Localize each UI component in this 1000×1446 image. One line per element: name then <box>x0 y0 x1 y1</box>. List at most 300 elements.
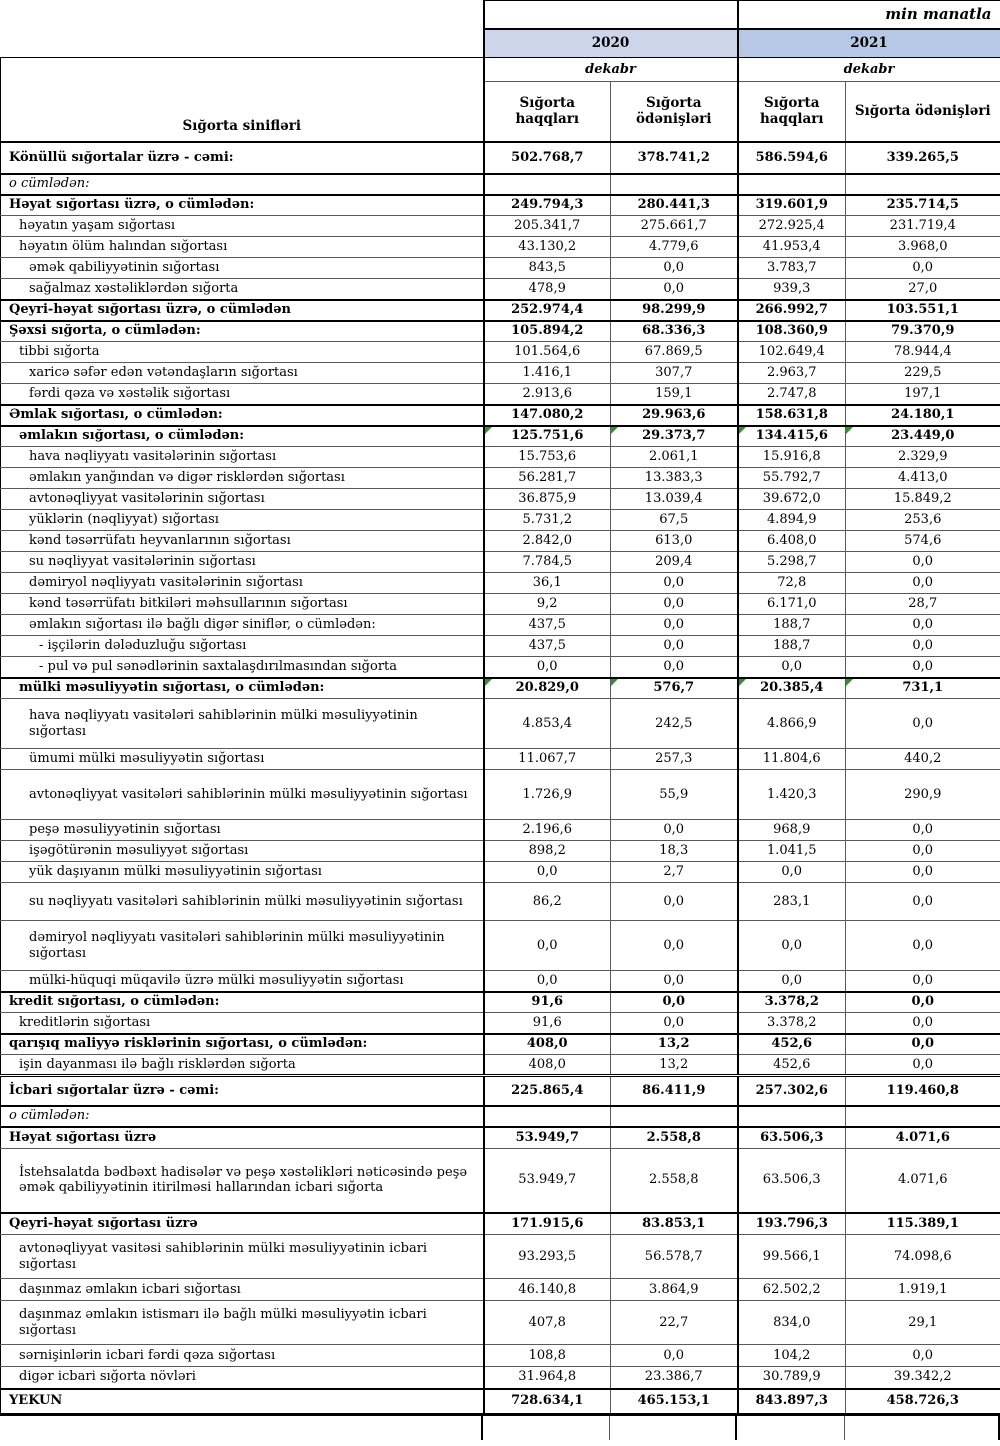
row-label-cell[interactable]: Könüllü sığortalar üzrə - cəmi: <box>1 142 484 174</box>
value-cell[interactable]: 0,0 <box>846 258 1000 279</box>
value-cell[interactable]: 29.963,6 <box>611 405 738 426</box>
value-cell[interactable]: 257,3 <box>611 749 738 770</box>
value-cell[interactable]: 378.741,2 <box>611 142 738 174</box>
value-cell[interactable]: 2,7 <box>611 862 738 883</box>
table-row <box>1 237 1000 258</box>
value-cell[interactable]: 0,0 <box>846 573 1000 594</box>
value-cell[interactable]: 11.067,7 <box>484 749 611 770</box>
table-row <box>1 678 1000 699</box>
row-label-cell[interactable]: dəmiryol nəqliyyatı vasitələri sahiblərinin mülki məsuliyyətinin sığortası <box>1 921 484 971</box>
row-label-cell[interactable]: Əmlak sığortası, o cümlədən: <box>1 405 484 426</box>
row-label-cell[interactable]: avtonəqliyyat vasitələrinin sığortası <box>1 489 484 510</box>
table-row <box>1 300 1000 321</box>
value-cell[interactable]: 0,0 <box>846 820 1000 841</box>
row-label-cell[interactable]: əmlakın yanğından və digər risklərdən sığortası <box>1 468 484 489</box>
value-cell[interactable]: 307,7 <box>611 363 738 384</box>
row-label-cell[interactable]: işəgötürənin məsuliyyət sığortası <box>1 841 484 862</box>
value-cell[interactable]: 20.829,0 <box>484 678 611 699</box>
value-cell[interactable]: 93.293,5 <box>484 1235 611 1279</box>
table-row <box>1 573 1000 594</box>
row-label-cell[interactable]: peşə məsuliyyətinin sığortası <box>1 820 484 841</box>
row-label-cell[interactable]: Qeyri-həyat sığortası üzrə <box>1 1213 484 1235</box>
row-label-cell[interactable]: yüklərin (nəqliyyat) sığortası <box>1 510 484 531</box>
table-row <box>1 342 1000 363</box>
table-row <box>1 971 1000 992</box>
value-cell[interactable]: 1.041,5 <box>738 841 846 862</box>
value-cell[interactable]: 5.298,7 <box>738 552 846 573</box>
value-cell[interactable]: 0,0 <box>846 615 1000 636</box>
value-cell[interactable]: 31.964,8 <box>484 1367 611 1389</box>
value-cell[interactable]: 193.796,3 <box>738 1213 846 1235</box>
row-label-cell[interactable]: kreditlərin sığortası <box>1 1013 484 1034</box>
value-cell[interactable]: 613,0 <box>611 531 738 552</box>
value-cell[interactable]: 159,1 <box>611 384 738 405</box>
row-label-cell[interactable]: kənd təsərrüfatı bitkiləri məhsullarının sığortası <box>1 594 484 615</box>
value-cell[interactable]: 0,0 <box>484 921 611 971</box>
value-cell[interactable]: 86.411,9 <box>611 1076 738 1106</box>
value-cell[interactable]: 0,0 <box>846 1055 1000 1076</box>
value-cell[interactable]: 574,6 <box>846 531 1000 552</box>
value-cell[interactable]: 2.747,8 <box>738 384 846 405</box>
row-label-cell[interactable]: tibbi sığorta <box>1 342 484 363</box>
value-cell[interactable]: 2.329,9 <box>846 447 1000 468</box>
value-cell[interactable]: 79.370,9 <box>846 321 1000 342</box>
value-cell[interactable]: 0,0 <box>846 883 1000 921</box>
row-label-cell[interactable]: kredit sığortası, o cümlədən: <box>1 992 484 1013</box>
value-cell[interactable]: 843.897,3 <box>738 1389 846 1415</box>
value-cell[interactable]: 4.779,6 <box>611 237 738 258</box>
value-cell[interactable]: 834,0 <box>738 1301 846 1345</box>
row-label-cell[interactable]: fərdi qəza və xəstəlik sığortası <box>1 384 484 405</box>
row-label-cell[interactable]: Həyat sığortası üzrə <box>1 1127 484 1149</box>
period-header-2020[interactable]: dekabr <box>484 58 738 82</box>
row-label-cell[interactable]: o cümlədən: <box>1 1106 484 1127</box>
row-label-cell[interactable]: sağalmaz xəstəliklərdən sığorta <box>1 279 484 300</box>
row-axis-header[interactable]: Sığorta sinifləri <box>1 58 484 142</box>
value-cell[interactable]: 0,0 <box>846 841 1000 862</box>
value-cell[interactable]: 235.714,5 <box>846 195 1000 216</box>
value-cell[interactable]: 1.726,9 <box>484 770 611 820</box>
value-cell[interactable]: 171.915,6 <box>484 1213 611 1235</box>
row-label-cell[interactable]: Qeyri-həyat sığortası üzrə, o cümlədən <box>1 300 484 321</box>
value-cell[interactable]: 437,5 <box>484 615 611 636</box>
row-label-cell[interactable]: İstehsalatda bədbəxt hadisələr və peşə xəstəlikləri nəticəsində peşə əmək qabiliyyətinin itirilməsi hallarından icbari sığorta <box>1 1149 484 1213</box>
top-strip-2020 <box>484 1 738 29</box>
value-cell[interactable]: 72,8 <box>738 573 846 594</box>
value-cell[interactable]: 13.383,3 <box>611 468 738 489</box>
value-cell[interactable]: 2.558,8 <box>611 1127 738 1149</box>
value-cell[interactable] <box>738 1106 846 1127</box>
value-cell[interactable]: 86,2 <box>484 883 611 921</box>
table-row <box>1 1013 1000 1034</box>
value-cell[interactable]: 0,0 <box>611 820 738 841</box>
value-cell[interactable]: 0,0 <box>846 971 1000 992</box>
value-cell[interactable]: 2.061,1 <box>611 447 738 468</box>
value-cell[interactable]: 0,0 <box>611 1013 738 1034</box>
value-cell[interactable]: 56.281,7 <box>484 468 611 489</box>
value-cell[interactable]: 1.420,3 <box>738 770 846 820</box>
table-row <box>1 174 1000 195</box>
value-cell[interactable]: 4.894,9 <box>738 510 846 531</box>
value-cell[interactable]: 125.751,6 <box>484 426 611 447</box>
value-cell[interactable]: 68.336,3 <box>611 321 738 342</box>
column-header-premiums-2020[interactable]: Sığorta haqqları <box>484 82 611 142</box>
value-cell[interactable]: 158.631,8 <box>738 405 846 426</box>
value-cell[interactable]: 502.768,7 <box>484 142 611 174</box>
table-header <box>1 1 1000 142</box>
value-cell[interactable]: 2.963,7 <box>738 363 846 384</box>
value-cell[interactable] <box>846 174 1000 195</box>
row-label-cell[interactable]: digər icbari sığorta növləri <box>1 1367 484 1389</box>
value-cell[interactable]: 437,5 <box>484 636 611 657</box>
unit-note-cell[interactable] <box>738 1 1000 29</box>
value-cell[interactable]: 898,2 <box>484 841 611 862</box>
value-cell[interactable]: 43.130,2 <box>484 237 611 258</box>
value-cell[interactable]: 83.853,1 <box>611 1213 738 1235</box>
table-row <box>1 468 1000 489</box>
value-cell[interactable]: 843,5 <box>484 258 611 279</box>
value-cell[interactable]: 15.849,2 <box>846 489 1000 510</box>
value-cell[interactable]: 440,2 <box>846 749 1000 770</box>
value-cell[interactable]: 36,1 <box>484 573 611 594</box>
value-cell[interactable]: 53.949,7 <box>484 1127 611 1149</box>
value-cell[interactable]: 0,0 <box>611 883 738 921</box>
value-cell[interactable]: 102.649,4 <box>738 342 846 363</box>
value-cell[interactable]: 11.804,6 <box>738 749 846 770</box>
value-cell[interactable]: 0,0 <box>846 657 1000 678</box>
table-row <box>1 321 1000 342</box>
value-cell[interactable]: 62.502,2 <box>738 1279 846 1301</box>
gridline-stub <box>481 1416 483 1440</box>
value-cell[interactable]: 188,7 <box>738 615 846 636</box>
table-row <box>1 279 1000 300</box>
row-label-cell[interactable]: dəmiryol nəqliyyatı vasitələrinin sığortası <box>1 573 484 594</box>
value-cell[interactable]: 39.342,2 <box>846 1367 1000 1389</box>
table-row <box>1 883 1000 921</box>
value-cell[interactable]: 0,0 <box>846 992 1000 1013</box>
table-row <box>1 1127 1000 1149</box>
year-header-2020[interactable]: 2020 <box>484 29 738 58</box>
row-label-cell[interactable]: ümumi mülki məsuliyyətin sığortası <box>1 749 484 770</box>
value-cell[interactable]: 0,0 <box>738 921 846 971</box>
row-label-cell[interactable]: qarışıq maliyyə risklərinin sığortası, o cümlədən: <box>1 1034 484 1055</box>
value-cell[interactable]: 253,6 <box>846 510 1000 531</box>
value-cell[interactable]: 280.441,3 <box>611 195 738 216</box>
value-cell[interactable]: 0,0 <box>846 1013 1000 1034</box>
value-cell[interactable]: 98.299,9 <box>611 300 738 321</box>
value-cell[interactable]: 78.944,4 <box>846 342 1000 363</box>
value-cell[interactable]: 0,0 <box>611 992 738 1013</box>
row-label-cell[interactable]: - işçilərin dələduzluğu sığortası <box>1 636 484 657</box>
value-cell[interactable]: 408,0 <box>484 1034 611 1055</box>
row-label-cell[interactable]: yük daşıyanın mülki məsuliyyətinin sığortası <box>1 862 484 883</box>
value-cell[interactable]: 99.566,1 <box>738 1235 846 1279</box>
row-label-cell[interactable]: hava nəqliyyatı vasitələrinin sığortası <box>1 447 484 468</box>
value-cell[interactable]: 103.551,1 <box>846 300 1000 321</box>
value-cell[interactable]: 46.140,8 <box>484 1279 611 1301</box>
value-cell[interactable]: 209,4 <box>611 552 738 573</box>
value-cell[interactable]: 15.916,8 <box>738 447 846 468</box>
value-cell[interactable]: 576,7 <box>611 678 738 699</box>
value-cell[interactable]: 0,0 <box>846 1034 1000 1055</box>
value-cell[interactable]: 2.558,8 <box>611 1149 738 1213</box>
value-cell[interactable]: 0,0 <box>611 573 738 594</box>
row-label-cell[interactable]: əmlakın sığortası, o cümlədən: <box>1 426 484 447</box>
table-row <box>1 699 1000 749</box>
year-header-2021[interactable]: 2021 <box>738 29 1000 58</box>
row-label-cell[interactable]: YEKUN <box>1 1389 484 1415</box>
value-cell[interactable]: 6.408,0 <box>738 531 846 552</box>
value-cell[interactable]: 3.783,7 <box>738 258 846 279</box>
value-cell[interactable]: 229,5 <box>846 363 1000 384</box>
value-cell[interactable]: 188,7 <box>738 636 846 657</box>
gridline-continuation <box>0 1416 1000 1440</box>
value-cell[interactable]: 0,0 <box>484 657 611 678</box>
value-cell[interactable]: 104,2 <box>738 1345 846 1367</box>
value-cell[interactable]: 0,0 <box>846 1345 1000 1367</box>
value-cell[interactable]: 257.302,6 <box>738 1076 846 1106</box>
value-cell[interactable]: 242,5 <box>611 699 738 749</box>
table-row <box>1 1367 1000 1389</box>
value-cell[interactable]: 2.913,6 <box>484 384 611 405</box>
value-cell[interactable]: 407,8 <box>484 1301 611 1345</box>
value-cell[interactable]: 29,1 <box>846 1301 1000 1345</box>
table-row <box>1 1301 1000 1345</box>
value-cell[interactable]: 55,9 <box>611 770 738 820</box>
value-cell[interactable] <box>738 174 846 195</box>
value-cell[interactable]: 13.039,4 <box>611 489 738 510</box>
table-row <box>1 195 1000 216</box>
value-cell[interactable]: 939,3 <box>738 279 846 300</box>
value-cell[interactable]: 968,9 <box>738 820 846 841</box>
value-cell[interactable]: 24.180,1 <box>846 405 1000 426</box>
value-cell[interactable]: 108.360,9 <box>738 321 846 342</box>
value-cell[interactable]: 0,0 <box>611 258 738 279</box>
value-cell[interactable]: 0,0 <box>738 657 846 678</box>
value-cell[interactable]: 3.378,2 <box>738 1013 846 1034</box>
value-cell[interactable]: 0,0 <box>846 552 1000 573</box>
value-cell[interactable]: 91,6 <box>484 992 611 1013</box>
table-row <box>1 142 1000 174</box>
value-cell[interactable]: 2.842,0 <box>484 531 611 552</box>
row-label-cell[interactable]: əmək qabiliyyətinin sığortası <box>1 258 484 279</box>
value-cell[interactable]: 4.413,0 <box>846 468 1000 489</box>
value-cell[interactable]: 30.789,9 <box>738 1367 846 1389</box>
value-cell[interactable]: 252.974,4 <box>484 300 611 321</box>
value-cell[interactable]: 249.794,3 <box>484 195 611 216</box>
row-label-cell[interactable]: avtonəqliyyat vasitələri sahiblərinin mülki məsuliyyətinin sığortası <box>1 770 484 820</box>
column-header-premiums-2021[interactable]: Sığorta haqqları <box>738 82 846 142</box>
value-cell[interactable]: 586.594,6 <box>738 142 846 174</box>
row-label-cell[interactable]: işin dayanması ilə bağlı risklərdən sığorta <box>1 1055 484 1076</box>
value-cell[interactable]: 6.171,0 <box>738 594 846 615</box>
row-label-cell[interactable]: daşınmaz əmlakın icbari sığortası <box>1 1279 484 1301</box>
value-cell[interactable]: 452,6 <box>738 1034 846 1055</box>
table-row <box>1 426 1000 447</box>
row-label-cell[interactable]: kənd təsərrüfatı heyvanlarının sığortası <box>1 531 484 552</box>
row-label-cell[interactable]: su nəqliyyat vasitələrinin sığortası <box>1 552 484 573</box>
table-row <box>1 841 1000 862</box>
value-cell[interactable]: 101.564,6 <box>484 342 611 363</box>
row-label-cell[interactable]: İcbari sığortalar üzrə - cəmi: <box>1 1076 484 1106</box>
row-label-cell[interactable]: avtonəqliyyat vasitəsi sahiblərinin mülki məsuliyyətinin icbari sığortası <box>1 1235 484 1279</box>
value-cell[interactable]: 39.672,0 <box>738 489 846 510</box>
table-row <box>1 770 1000 820</box>
value-cell[interactable]: 41.953,4 <box>738 237 846 258</box>
value-cell[interactable]: 7.784,5 <box>484 552 611 573</box>
column-header-payments-2021[interactable]: Sığorta ödənişləri <box>846 82 1000 142</box>
value-cell[interactable]: 2.196,6 <box>484 820 611 841</box>
value-cell[interactable]: 231.719,4 <box>846 216 1000 237</box>
value-cell[interactable]: 0,0 <box>611 971 738 992</box>
value-cell[interactable]: 20.385,4 <box>738 678 846 699</box>
value-cell[interactable]: 67,5 <box>611 510 738 531</box>
value-cell[interactable]: 731,1 <box>846 678 1000 699</box>
value-cell[interactable]: 29.373,7 <box>611 426 738 447</box>
value-cell[interactable]: 4.071,6 <box>846 1127 1000 1149</box>
row-label-cell[interactable]: hava nəqliyyatı vasitələri sahiblərinin mülki məsuliyyətinin sığortası <box>1 699 484 749</box>
value-cell[interactable]: 74.098,6 <box>846 1235 1000 1279</box>
row-label-cell[interactable]: su nəqliyyatı vasitələri sahiblərinin mülki məsuliyyətinin sığortası <box>1 883 484 921</box>
value-cell[interactable]: 205.341,7 <box>484 216 611 237</box>
value-cell[interactable]: 275.661,7 <box>611 216 738 237</box>
row-label-cell[interactable]: həyatın yaşam sığortası <box>1 216 484 237</box>
value-cell[interactable]: 67.869,5 <box>611 342 738 363</box>
value-cell[interactable]: 27,0 <box>846 279 1000 300</box>
value-cell[interactable]: 319.601,9 <box>738 195 846 216</box>
table-row <box>1 489 1000 510</box>
value-cell[interactable]: 408,0 <box>484 1055 611 1076</box>
value-cell[interactable]: 5.731,2 <box>484 510 611 531</box>
value-cell[interactable]: 1.919,1 <box>846 1279 1000 1301</box>
table-row <box>1 552 1000 573</box>
value-cell[interactable]: 0,0 <box>611 657 738 678</box>
value-cell[interactable]: 4.866,9 <box>738 699 846 749</box>
value-cell[interactable]: 4.853,4 <box>484 699 611 749</box>
value-cell[interactable]: 0,0 <box>611 594 738 615</box>
value-cell[interactable]: 22,7 <box>611 1301 738 1345</box>
value-cell[interactable]: 115.389,1 <box>846 1213 1000 1235</box>
value-cell[interactable]: 147.080,2 <box>484 405 611 426</box>
row-label-cell[interactable]: həyatın ölüm halından sığortası <box>1 237 484 258</box>
row-label-cell[interactable]: əmlakın sığortası ilə bağlı digər siniflər, o cümlədən: <box>1 615 484 636</box>
gridline-stub <box>609 1416 610 1440</box>
value-cell[interactable]: 478,9 <box>484 279 611 300</box>
value-cell[interactable]: 28,7 <box>846 594 1000 615</box>
value-cell[interactable]: 3.864,9 <box>611 1279 738 1301</box>
value-cell[interactable] <box>611 1106 738 1127</box>
table-row <box>1 258 1000 279</box>
value-cell[interactable]: 0,0 <box>846 699 1000 749</box>
value-cell[interactable]: 108,8 <box>484 1345 611 1367</box>
value-cell[interactable]: 0,0 <box>846 636 1000 657</box>
value-cell[interactable]: 53.949,7 <box>484 1149 611 1213</box>
value-cell[interactable]: 197,1 <box>846 384 1000 405</box>
value-cell[interactable]: 465.153,1 <box>611 1389 738 1415</box>
value-cell[interactable]: 0,0 <box>738 971 846 992</box>
value-cell[interactable]: 9,2 <box>484 594 611 615</box>
value-cell[interactable]: 266.992,7 <box>738 300 846 321</box>
row-label-cell[interactable]: Həyat sığortası üzrə, o cümlədən: <box>1 195 484 216</box>
table-row <box>1 1213 1000 1235</box>
value-cell[interactable]: 23.449,0 <box>846 426 1000 447</box>
row-label-cell[interactable]: o cümlədən: <box>1 174 484 195</box>
table-row <box>1 1345 1000 1367</box>
value-cell[interactable] <box>611 174 738 195</box>
value-cell[interactable]: 13,2 <box>611 1034 738 1055</box>
value-cell[interactable]: 0,0 <box>846 921 1000 971</box>
value-cell[interactable]: 0,0 <box>738 862 846 883</box>
value-cell[interactable]: 13,2 <box>611 1055 738 1076</box>
table-row <box>1 636 1000 657</box>
table-row <box>1 862 1000 883</box>
value-cell[interactable]: 0,0 <box>611 921 738 971</box>
value-cell[interactable]: 105.894,2 <box>484 321 611 342</box>
value-cell[interactable]: 0,0 <box>484 862 611 883</box>
table-row <box>1 921 1000 971</box>
row-label-cell[interactable]: daşınmaz əmlakın istismarı ilə bağlı mülki məsuliyyətin icbari sığortası <box>1 1301 484 1345</box>
value-cell[interactable]: 23.386,7 <box>611 1367 738 1389</box>
value-cell[interactable]: 91,6 <box>484 1013 611 1034</box>
column-header-payments-2020[interactable]: Sığorta ödənişləri <box>611 82 738 142</box>
row-label-cell[interactable]: - pul və pul sənədlərinin saxtalaşdırılmasından sığorta <box>1 657 484 678</box>
value-cell[interactable]: 0,0 <box>611 1345 738 1367</box>
table-body <box>1 142 1000 1415</box>
value-cell[interactable]: 0,0 <box>611 279 738 300</box>
value-cell[interactable]: 283,1 <box>738 883 846 921</box>
row-label-cell[interactable]: sərnişinlərin icbari fərdi qəza sığortası <box>1 1345 484 1367</box>
table-row <box>1 749 1000 770</box>
value-cell[interactable]: 290,9 <box>846 770 1000 820</box>
row-label-cell[interactable]: Şəxsi sığorta, o cümlədən: <box>1 321 484 342</box>
value-cell[interactable]: 225.865,4 <box>484 1076 611 1106</box>
value-cell[interactable]: 18,3 <box>611 841 738 862</box>
unit-note-row <box>1 1 1000 29</box>
value-cell[interactable]: 452,6 <box>738 1055 846 1076</box>
value-cell[interactable]: 63.506,3 <box>738 1127 846 1149</box>
value-cell[interactable]: 55.792,7 <box>738 468 846 489</box>
value-cell[interactable] <box>846 1106 1000 1127</box>
value-cell[interactable]: 3.968,0 <box>846 237 1000 258</box>
value-cell[interactable]: 36.875,9 <box>484 489 611 510</box>
value-cell[interactable]: 119.460,8 <box>846 1076 1000 1106</box>
value-cell[interactable] <box>484 1106 611 1127</box>
value-cell[interactable]: 0,0 <box>846 862 1000 883</box>
value-cell[interactable]: 15.753,6 <box>484 447 611 468</box>
value-cell[interactable]: 339.265,5 <box>846 142 1000 174</box>
table-row <box>1 1235 1000 1279</box>
row-label-cell[interactable]: xaricə səfər edən vətəndaşların sığortası <box>1 363 484 384</box>
value-cell[interactable]: 63.506,3 <box>738 1149 846 1213</box>
value-cell[interactable] <box>484 174 611 195</box>
value-cell[interactable]: 134.415,6 <box>738 426 846 447</box>
value-cell[interactable]: 4.071,6 <box>846 1149 1000 1213</box>
value-cell[interactable]: 0,0 <box>611 636 738 657</box>
table-row <box>1 594 1000 615</box>
period-header-2021[interactable]: dekabr <box>738 58 1000 82</box>
value-cell[interactable]: 0,0 <box>611 615 738 636</box>
row-label-cell[interactable]: mülki-hüquqi müqavilə üzrə mülki məsuliyyətin sığortası <box>1 971 484 992</box>
value-cell[interactable]: 56.578,7 <box>611 1235 738 1279</box>
value-cell[interactable]: 0,0 <box>484 971 611 992</box>
value-cell[interactable]: 1.416,1 <box>484 363 611 384</box>
row-label-cell[interactable]: mülki məsuliyyətin sığortası, o cümlədən: <box>1 678 484 699</box>
table-row <box>1 1076 1000 1106</box>
value-cell[interactable]: 458.726,3 <box>846 1389 1000 1415</box>
value-cell[interactable]: 728.634,1 <box>484 1389 611 1415</box>
value-cell[interactable]: 272.925,4 <box>738 216 846 237</box>
value-cell[interactable]: 3.378,2 <box>738 992 846 1013</box>
